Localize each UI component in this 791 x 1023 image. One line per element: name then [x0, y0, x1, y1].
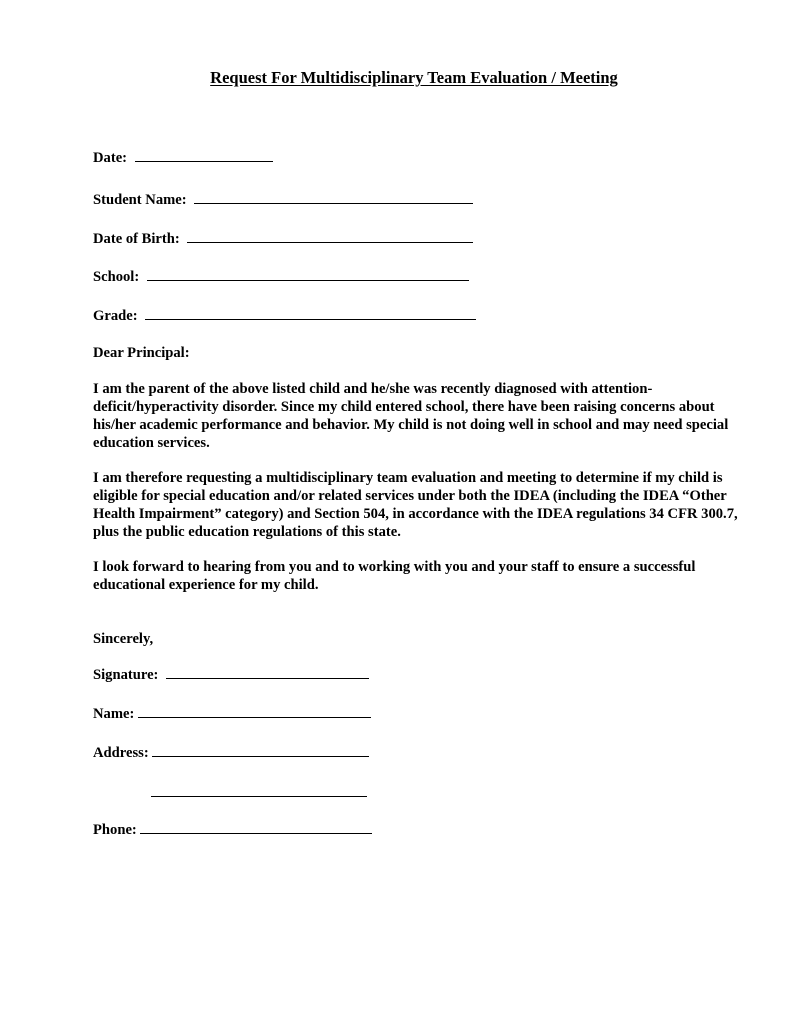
closing: Sincerely, [93, 631, 154, 647]
signature-field [93, 665, 369, 684]
phone-field [93, 820, 372, 839]
student-name-label: Student Name: [93, 192, 187, 208]
body-paragraph-2: I am therefore requesting a multidisciplinary team evaluation and meeting to determine if my child is eligible for special education and/or related services under both the IDEA (including the IDEA “Other Health Impairment” category) and Section 504, in accordance with the IDEA regulations 34 CFR 300.7, plus the public education regulations of this state. [93, 470, 738, 540]
date-label: Date: [93, 150, 128, 166]
body-paragraph-3: I look forward to hearing from you and to working with you and your staff to ensure a successful educational experience for my child. [93, 559, 696, 593]
phone-blank[interactable] [140, 820, 372, 834]
date-field [93, 148, 273, 167]
school-label: School: [93, 269, 140, 285]
school-field [93, 267, 469, 286]
date-of-birth-blank[interactable] [187, 229, 473, 243]
date-of-birth-label: Date of Birth: [93, 231, 180, 247]
address-label: Address: [93, 745, 149, 761]
school-blank[interactable] [147, 267, 469, 281]
student-name-field [93, 190, 473, 209]
document-title: Request For Multidisciplinary Team Evaluation / Meeting [210, 68, 618, 87]
name-field [93, 704, 371, 723]
grade-field [93, 306, 476, 325]
address-field [93, 743, 369, 762]
grade-label: Grade: [93, 308, 138, 324]
signature-label: Signature: [93, 667, 159, 683]
phone-label: Phone: [93, 822, 137, 838]
name-label: Name: [93, 706, 135, 722]
name-blank[interactable] [138, 704, 371, 718]
address-line-2[interactable] [151, 795, 367, 797]
body-paragraph-1: I am the parent of the above listed child and he/she was recently diagnosed with attention-deficit/hyperactivity disorder. Since my child entered school, there have been raising concerns about his/her academic performance and behavior. My child is not doing well in school and may need special education services. [93, 381, 729, 451]
date-of-birth-field [93, 229, 473, 248]
date-blank[interactable] [135, 148, 273, 162]
grade-blank[interactable] [145, 306, 476, 320]
signature-blank[interactable] [166, 665, 369, 679]
address-blank[interactable] [152, 743, 369, 757]
student-name-blank[interactable] [194, 190, 473, 204]
salutation: Dear Principal: [93, 345, 190, 361]
